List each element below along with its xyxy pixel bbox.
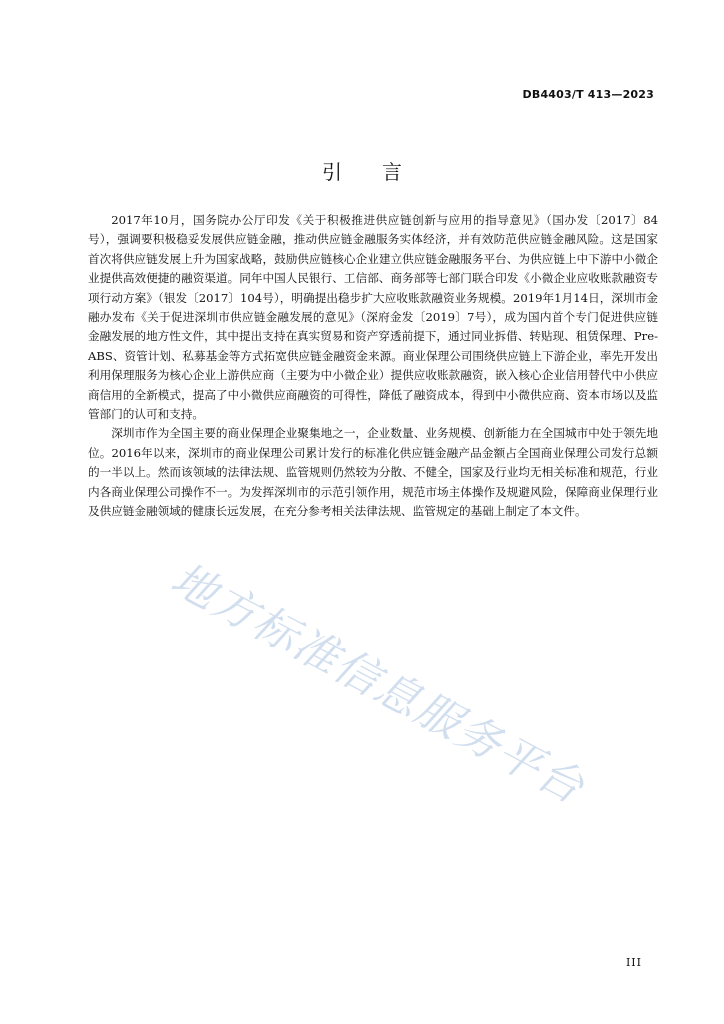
page-number: III [625,956,642,969]
standard-code: DB4403/T 413—2023 [522,88,654,101]
body-text [88,211,658,522]
watermark: 地方标准信息服务平台 [162,553,593,815]
paragraph-1: 2017年10月，国务院办公厅印发《关于积极推进供应链创新与应用的指导意见》（国办发〔2017〕84号），强调要积极稳妥发展供应链金融，推动供应链金融服务实体经济，并有效防范供应链金融风险。这是国家首次将供应链发展上升为国家战略，鼓励供应链核心企业建立供应链金融服务平台、为供应链上中下游中小微企业提供高效便捷的融资渠道。同年中国人民银行、工信部、商务部等七部门联合印发《小微企业应收账款融资专项行动方案》（银发〔2017〕104号），明确提出稳步扩大应收账款融资业务规模。2019年1月14日，深圳市金融办发布《关于促进深圳市供应链金融发展的意见》（深府金发〔2019〕7号），成为国内首个专门促进供应链金融发展的地方性文件，其中提出支持在真实贸易和资产穿透前提下，通过同业拆借、转贴现、租赁保理、Pre-ABS、资管计划、私募基金等方式拓宽供应链金融资金来源。商业保理公司围绕供应链上下游企业，率先开发出利用保理服务为核心企业上游供应商（主要为中小微企业）提供应收账款融资，嵌入核心企业信用替代中小供应商信用的全新模式，提高了中小微供应商融资的可得性，降低了融资成本，得到中小微供应商、资本市场以及监管部门的认可和支持。 [88,213,658,422]
paragraph-2: 深圳市作为全国主要的商业保理企业聚集地之一，企业数量、业务规模、创新能力在全国城市中处于领先地位。2016年以来，深圳市的商业保理公司累计发行的标准化供应链金融产品金额占全国商业保理公司发行总额的一半以上。然而该领域的法律法规、监管规则仍然较为分散、不健全，国家及行业均无相关标准和规范，行业内各商业保理公司操作不一。为发挥深圳市的示范引领作用，规范市场主体操作及规避风险，保障商业保理行业及供应链金融领域的健康长远发展，在充分参考相关法律法规、监管规定的基础上制定了本文件。 [88,426,658,519]
page-title: 引言 [322,160,442,184]
